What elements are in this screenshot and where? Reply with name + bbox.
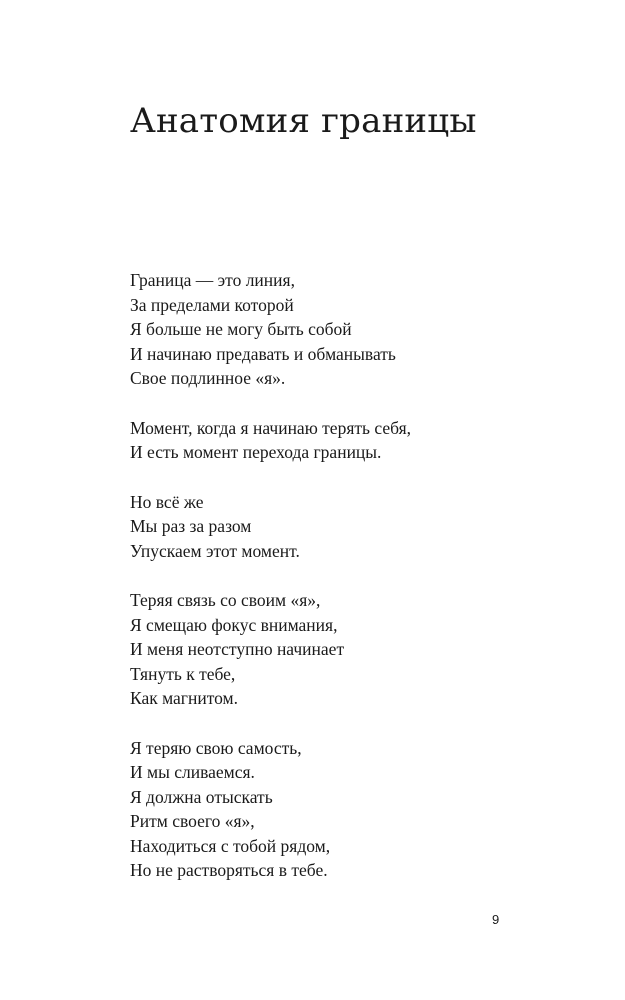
poem-line: Граница — это линия, xyxy=(130,270,295,290)
poem-line: Ритм своего «я», xyxy=(130,811,255,831)
poem-body xyxy=(130,268,530,908)
poem-line: Находиться с тобой рядом, xyxy=(130,835,331,856)
stanza-4 xyxy=(130,588,530,711)
poem-line: И есть момент перехода границы. xyxy=(130,442,382,462)
poem-line: Упускаем этот момент. xyxy=(130,540,300,561)
stanza-2 xyxy=(130,416,530,465)
page-number: 9 xyxy=(492,912,500,927)
stanza-5 xyxy=(130,736,530,883)
poem-line: За пределами которой xyxy=(130,294,294,315)
stanza-1 xyxy=(130,268,530,391)
poem-line: И меня неотступно начинает xyxy=(130,639,345,659)
poem-line: И мы сливаемся. xyxy=(130,762,255,782)
page-title: Анатомия границы xyxy=(130,101,477,141)
poem-line: Тянуть к тебе, xyxy=(130,663,236,684)
poem-line: Теряя связь со своим «я», xyxy=(130,590,321,610)
poem-line: Но не растворяться в тебе. xyxy=(130,860,328,880)
poem-line: Как магнитом. xyxy=(130,688,238,708)
poem-line: Момент, когда я начинаю терять себя, xyxy=(130,417,412,438)
poem-line: И начинаю предавать и обманывать xyxy=(130,343,396,364)
poem-line: Свое подлинное «я». xyxy=(130,368,286,388)
poem-line: Я больше не могу быть собой xyxy=(130,319,352,339)
poem-line: Но всё же xyxy=(130,491,204,512)
poem-line: Я смещаю фокус внимания, xyxy=(130,614,338,635)
poem-line: Я теряю свою самость, xyxy=(130,737,302,758)
stanza-3 xyxy=(130,490,530,564)
poem-line: Я должна отыскать xyxy=(130,786,273,807)
poem-line: Мы раз за разом xyxy=(130,516,252,536)
